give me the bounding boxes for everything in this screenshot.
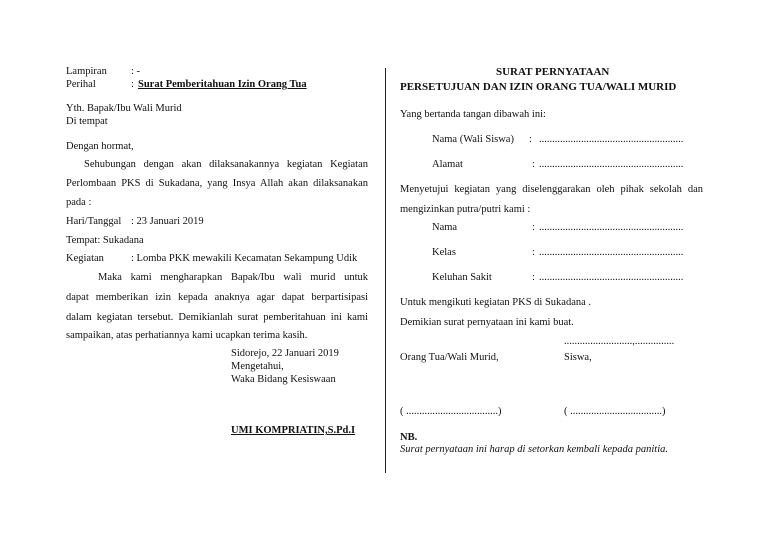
- addressee-line1: Yth. Bapak/Ibu Wali Murid: [66, 103, 182, 114]
- date-value: : 23 Januari 2019: [131, 216, 204, 227]
- date-blank[interactable]: ..........................,...............: [564, 336, 675, 347]
- para1-line3: pada :: [66, 197, 92, 208]
- perihal-colon: :: [131, 79, 134, 90]
- place-line: Tempat: Sukadana: [66, 235, 144, 246]
- parent-signature-blank[interactable]: ( ...................................): [400, 406, 502, 417]
- form-title: SURAT PERNYATAAN: [496, 66, 610, 78]
- field-label: Keluhan Sakit: [432, 272, 492, 283]
- field-blank[interactable]: .......................................................: [539, 159, 684, 170]
- field-blank[interactable]: .......................................................: [539, 247, 684, 258]
- field-blank[interactable]: .......................................................: [539, 134, 684, 145]
- activity-value: : Lomba PKK mewakili Kecamatan Sekampung Udik: [131, 253, 358, 264]
- date-label: Hari/Tanggal: [66, 216, 122, 227]
- field-colon: :: [529, 134, 532, 145]
- parent-signature-label: Orang Tua/Wali Murid,: [400, 352, 499, 363]
- signer-name: UMI KOMPRIATIN,S.Pd.I: [231, 425, 356, 436]
- student-signature-label: Siswa,: [564, 352, 592, 363]
- field-blank[interactable]: .......................................................: [539, 222, 684, 233]
- para2-line3: dalam kegiatan tersebut. Demikianlah surat pemberitahuan ini kami: [66, 312, 368, 323]
- student-signature-blank[interactable]: ( ...................................): [564, 406, 666, 417]
- sign-knowing: Mengetahui,: [231, 361, 284, 372]
- follow-line: Untuk mengikuti kegiatan PKS di Sukadana .: [400, 297, 592, 308]
- sign-place-date: Sidorejo, 22 Januari 2019: [231, 348, 339, 359]
- greeting: Dengan hormat,: [66, 141, 134, 152]
- sign-role: Waka Bidang Kesiswaan: [231, 374, 336, 385]
- perihal-value: Surat Pemberitahuan Izin Orang Tua: [138, 79, 307, 90]
- form-subtitle: PERSETUJUAN DAN IZIN ORANG TUA/WALI MURID: [400, 81, 677, 93]
- para2-line2: dapat memberikan izin kepada anaknya agar dapat berpartisipasi: [66, 292, 368, 303]
- field-colon: :: [532, 159, 535, 170]
- nb-label: NB.: [400, 432, 418, 443]
- para1-line1: Sehubungan dengan akan dilaksanakannya kegiatan Kegiatan: [84, 159, 368, 170]
- field-colon: :: [532, 272, 535, 283]
- field-colon: :: [532, 247, 535, 258]
- field-blank[interactable]: .......................................................: [539, 272, 684, 283]
- agree-line2: mengizinkan putra/putri kami :: [400, 204, 531, 215]
- activity-label: Kegiatan: [66, 253, 104, 264]
- closing-line: Demikian surat pernyataan ini kami buat.: [400, 317, 574, 328]
- lampiran-value: : -: [131, 66, 141, 77]
- field-label: Nama: [432, 222, 458, 233]
- column-divider: [385, 68, 386, 473]
- para2-line4: sampaikan, atas perhatiannya kami ucapkan terima kasih.: [66, 330, 308, 341]
- addressee-line2: Di tempat: [66, 116, 108, 127]
- field-colon: :: [532, 222, 535, 233]
- agree-line1: Menyetujui kegiatan yang diselenggarakan oleh pihak sekolah dan: [400, 184, 703, 195]
- field-label: Alamat: [432, 159, 463, 170]
- field-label: Nama (Wali Siswa): [432, 134, 514, 145]
- perihal-label: Perihal: [66, 79, 96, 90]
- para2-line1: Maka kami mengharapkan Bapak/Ibu wali murid untuk: [98, 272, 368, 283]
- intro-line: Yang bertanda tangan dibawah ini:: [400, 109, 546, 120]
- para1-line2: Perlombaan PKS di Sukadana, yang Insya Allah akan dilaksanakan: [66, 178, 368, 189]
- field-label: Kelas: [432, 247, 456, 258]
- nb-text: Surat pernyataan ini harap di setorkan kembali kepada panitia.: [400, 444, 669, 455]
- lampiran-label: Lampiran: [66, 66, 107, 77]
